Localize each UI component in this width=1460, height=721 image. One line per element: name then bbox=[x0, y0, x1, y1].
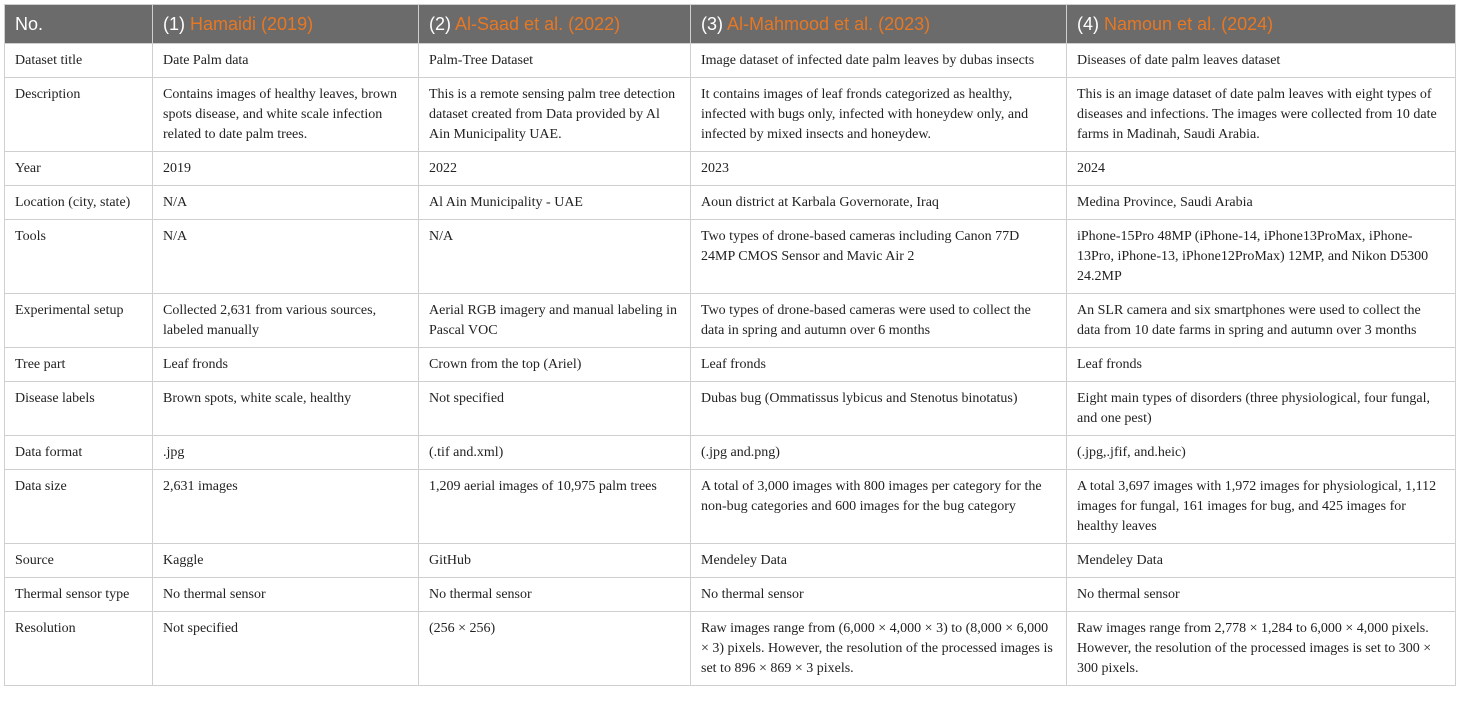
table-cell: N/A bbox=[419, 220, 691, 294]
table-cell: Aerial RGB imagery and manual labeling in Pascal VOC bbox=[419, 294, 691, 348]
table-cell: Image dataset of infected date palm leaves by dubas insects bbox=[691, 44, 1067, 78]
row-tools bbox=[5, 220, 1456, 294]
table-cell: Date Palm data bbox=[153, 44, 419, 78]
row-label: Experimental setup bbox=[5, 294, 153, 348]
table-cell: 1,209 aerial images of 10,975 palm trees bbox=[419, 470, 691, 544]
table-cell: No thermal sensor bbox=[153, 578, 419, 612]
table-cell: (.jpg and.png) bbox=[691, 436, 1067, 470]
table-cell: 2022 bbox=[419, 152, 691, 186]
row-label: Disease labels bbox=[5, 382, 153, 436]
table-cell: (.tif and.xml) bbox=[419, 436, 691, 470]
row-label: Year bbox=[5, 152, 153, 186]
row-label: Location (city, state) bbox=[5, 186, 153, 220]
table-cell: Contains images of healthy leaves, brown spots disease, and white scale infection related to date palm trees. bbox=[153, 78, 419, 152]
header-num-3: (3) bbox=[701, 13, 723, 34]
table-cell: Leaf fronds bbox=[153, 348, 419, 382]
table-cell: Al Ain Municipality - UAE bbox=[419, 186, 691, 220]
table-cell: Leaf fronds bbox=[691, 348, 1067, 382]
table-cell: iPhone-15Pro 48MP (iPhone-14, iPhone13ProMax, iPhone-13Pro, iPhone-13, iPhone12ProMax) 12MP, and Nikon D5300 24.2MP bbox=[1067, 220, 1456, 294]
row-label: Thermal sensor type bbox=[5, 578, 153, 612]
table-cell: Dubas bug (Ommatissus lybicus and Stenotus binotatus) bbox=[691, 382, 1067, 436]
row-label: Data size bbox=[5, 470, 153, 544]
row-dataset-title bbox=[5, 44, 1456, 78]
header-num-1: (1) bbox=[163, 13, 185, 34]
table-cell: Collected 2,631 from various sources, labeled manually bbox=[153, 294, 419, 348]
table-cell: Diseases of date palm leaves dataset bbox=[1067, 44, 1456, 78]
table-cell: Leaf fronds bbox=[1067, 348, 1456, 382]
table-cell: N/A bbox=[153, 220, 419, 294]
row-tree-part bbox=[5, 348, 1456, 382]
table-cell: No thermal sensor bbox=[419, 578, 691, 612]
table-cell: Aoun district at Karbala Governorate, Iraq bbox=[691, 186, 1067, 220]
table-cell: Raw images range from 2,778 × 1,284 to 6,000 × 4,000 pixels. However, the resolution of the processed images is set to 300 × 300 pixels. bbox=[1067, 612, 1456, 686]
table-cell: .jpg bbox=[153, 436, 419, 470]
row-label: Tools bbox=[5, 220, 153, 294]
row-label: Source bbox=[5, 544, 153, 578]
table-cell: 2019 bbox=[153, 152, 419, 186]
table-cell: Two types of drone-based cameras including Canon 77D 24MP CMOS Sensor and Mavic Air 2 bbox=[691, 220, 1067, 294]
table-cell: Raw images range from (6,000 × 4,000 × 3) to (8,000 × 6,000 × 3) pixels. However, the resolution of the processed images is set to 896 × 869 × 3 pixels. bbox=[691, 612, 1067, 686]
author-link-hamaidi[interactable]: Hamaidi (2019) bbox=[190, 13, 314, 34]
table-cell: Two types of drone-based cameras were used to collect the data in spring and autumn over 6 months bbox=[691, 294, 1067, 348]
author-link-al-mahmood[interactable]: Al-Mahmood et al. (2023) bbox=[727, 13, 931, 34]
row-description bbox=[5, 78, 1456, 152]
header-num-4: (4) bbox=[1077, 13, 1099, 34]
table-cell: (.jpg,.jfif, and.heic) bbox=[1067, 436, 1456, 470]
table-cell: Mendeley Data bbox=[691, 544, 1067, 578]
table-cell: No thermal sensor bbox=[1067, 578, 1456, 612]
author-link-namoun[interactable]: Namoun et al. (2024) bbox=[1104, 13, 1274, 34]
row-label: Data format bbox=[5, 436, 153, 470]
header-no: No. bbox=[5, 5, 153, 44]
table-cell: This is an image dataset of date palm leaves with eight types of diseases and infections. The images were collected from 10 date farms in Madinah, Saudi Arabia. bbox=[1067, 78, 1456, 152]
row-label: Dataset title bbox=[5, 44, 153, 78]
header-col-4 bbox=[1067, 5, 1456, 44]
row-label: Resolution bbox=[5, 612, 153, 686]
dataset-comparison-table bbox=[4, 4, 1456, 686]
row-resolution bbox=[5, 612, 1456, 686]
table-cell: Kaggle bbox=[153, 544, 419, 578]
table-cell: (256 × 256) bbox=[419, 612, 691, 686]
table-cell: Brown spots, white scale, healthy bbox=[153, 382, 419, 436]
header-col-2 bbox=[419, 5, 691, 44]
table-cell: This is a remote sensing palm tree detection dataset created from Data provided by Al Ain Municipality UAE. bbox=[419, 78, 691, 152]
row-data-size bbox=[5, 470, 1456, 544]
row-label: Tree part bbox=[5, 348, 153, 382]
table-cell: It contains images of leaf fronds categorized as healthy, infected with bugs only, infected with honeydew only, and infected by mixed insects and honeydew. bbox=[691, 78, 1067, 152]
row-disease-labels bbox=[5, 382, 1456, 436]
header-col-1 bbox=[153, 5, 419, 44]
row-label: Description bbox=[5, 78, 153, 152]
table-cell: Crown from the top (Ariel) bbox=[419, 348, 691, 382]
table-cell: Palm-Tree Dataset bbox=[419, 44, 691, 78]
table-cell: 2024 bbox=[1067, 152, 1456, 186]
table-cell: A total 3,697 images with 1,972 images for physiological, 1,112 images for fungal, 161 images for bug, and 425 images for healthy leaves bbox=[1067, 470, 1456, 544]
header-num-2: (2) bbox=[429, 13, 451, 34]
row-location bbox=[5, 186, 1456, 220]
table-cell: An SLR camera and six smartphones were used to collect the data from 10 date farms in spring and autumn over 3 months bbox=[1067, 294, 1456, 348]
table-cell: Not specified bbox=[153, 612, 419, 686]
header-col-3 bbox=[691, 5, 1067, 44]
row-data-format bbox=[5, 436, 1456, 470]
table-cell: GitHub bbox=[419, 544, 691, 578]
table-cell: N/A bbox=[153, 186, 419, 220]
table-cell: Mendeley Data bbox=[1067, 544, 1456, 578]
table-cell: Not specified bbox=[419, 382, 691, 436]
table-cell: A total of 3,000 images with 800 images per category for the non-bug categories and 600 images for the bug category bbox=[691, 470, 1067, 544]
table-cell: 2,631 images bbox=[153, 470, 419, 544]
row-experimental-setup bbox=[5, 294, 1456, 348]
table-cell: 2023 bbox=[691, 152, 1067, 186]
row-source bbox=[5, 544, 1456, 578]
dataset-comparison-table-wrapper bbox=[4, 4, 1455, 686]
table-cell: No thermal sensor bbox=[691, 578, 1067, 612]
table-cell: Eight main types of disorders (three physiological, four fungal, and one pest) bbox=[1067, 382, 1456, 436]
table-header-row bbox=[5, 5, 1456, 44]
row-thermal-sensor bbox=[5, 578, 1456, 612]
row-year bbox=[5, 152, 1456, 186]
author-link-al-saad[interactable]: Al-Saad et al. (2022) bbox=[455, 13, 621, 34]
table-cell: Medina Province, Saudi Arabia bbox=[1067, 186, 1456, 220]
